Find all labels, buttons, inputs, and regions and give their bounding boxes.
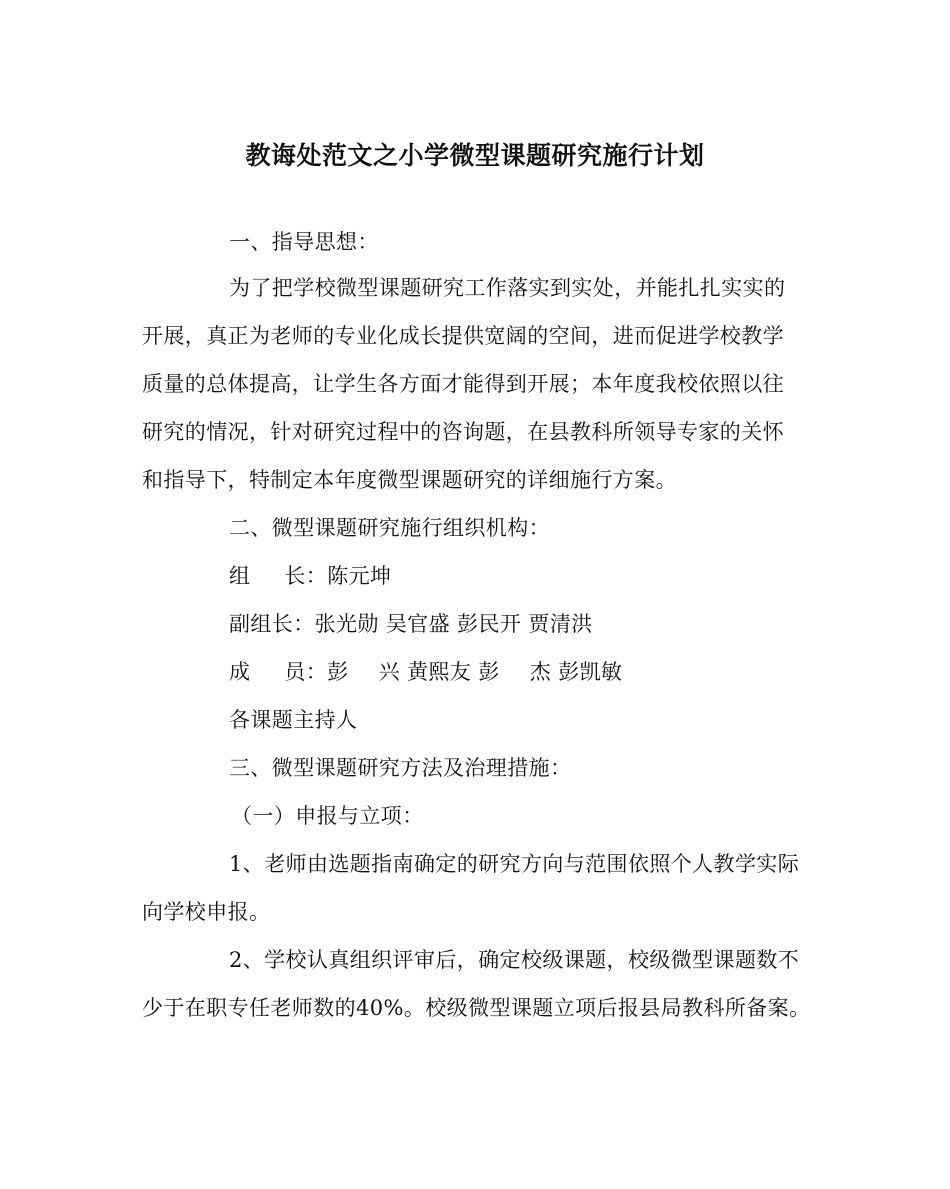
paragraph-1-line-3: 质量的总体提高，让学生各方面才能得到开展；本年度我校依照以往: [142, 372, 784, 396]
paragraph-1-line-5: 和指导下，特制定本年度微型课题研究的详细施行方案。: [142, 468, 677, 492]
item-1-line-1: 1、老师由选题指南确定的研究方向与范围依照个人教学实际: [229, 852, 800, 876]
group-leader-line: [229, 562, 391, 590]
group-leader-label-b: 长：陈元坤: [284, 564, 392, 588]
item-1-line-2: 向学校申报。: [142, 900, 271, 924]
members-line: [229, 658, 622, 686]
group-leader-label-a: 组: [229, 564, 251, 588]
hosts-line: 各课题主持人: [229, 708, 358, 732]
members-label-b: 员：彭: [284, 660, 349, 684]
section-3-heading: 三、微型课题研究方法及治理措施：: [229, 756, 572, 780]
section-1-heading: 一、指导思想：: [229, 230, 379, 254]
members-label-a: 成: [229, 660, 251, 684]
deputy-leaders-line: 副组长：张光勋 吴官盛 彭民开 贾清洪: [229, 612, 593, 636]
item-2-line-1: 2、学校认真组织评审后，确定校级课题，校级微型课题数不: [229, 948, 800, 972]
paragraph-1-line-1: 为了把学校微型课题研究工作落实到实处，并能扎扎实实的: [229, 276, 786, 300]
item-2-line-2: 少于在职专任老师数的40%。校级微型课题立项后报县局教科所备案。: [142, 996, 811, 1020]
subsection-1-heading: （一）申报与立项：: [231, 804, 424, 828]
paragraph-1-line-2: 开展，真正为老师的专业化成长提供宽阔的空间，进而促进学校教学: [142, 324, 784, 348]
members-label-d: 杰 彭凯敏: [529, 660, 623, 684]
paragraph-1-line-4: 研究的情况，针对研究过程中的咨询题，在县教科所领导专家的关怀: [142, 420, 784, 444]
members-label-c: 兴 黄熙友 彭: [378, 660, 500, 684]
document-title: 教诲处范文之小学微型课题研究施行计划: [245, 141, 705, 170]
section-2-heading: 二、微型课题研究施行组织机构：: [229, 516, 550, 540]
